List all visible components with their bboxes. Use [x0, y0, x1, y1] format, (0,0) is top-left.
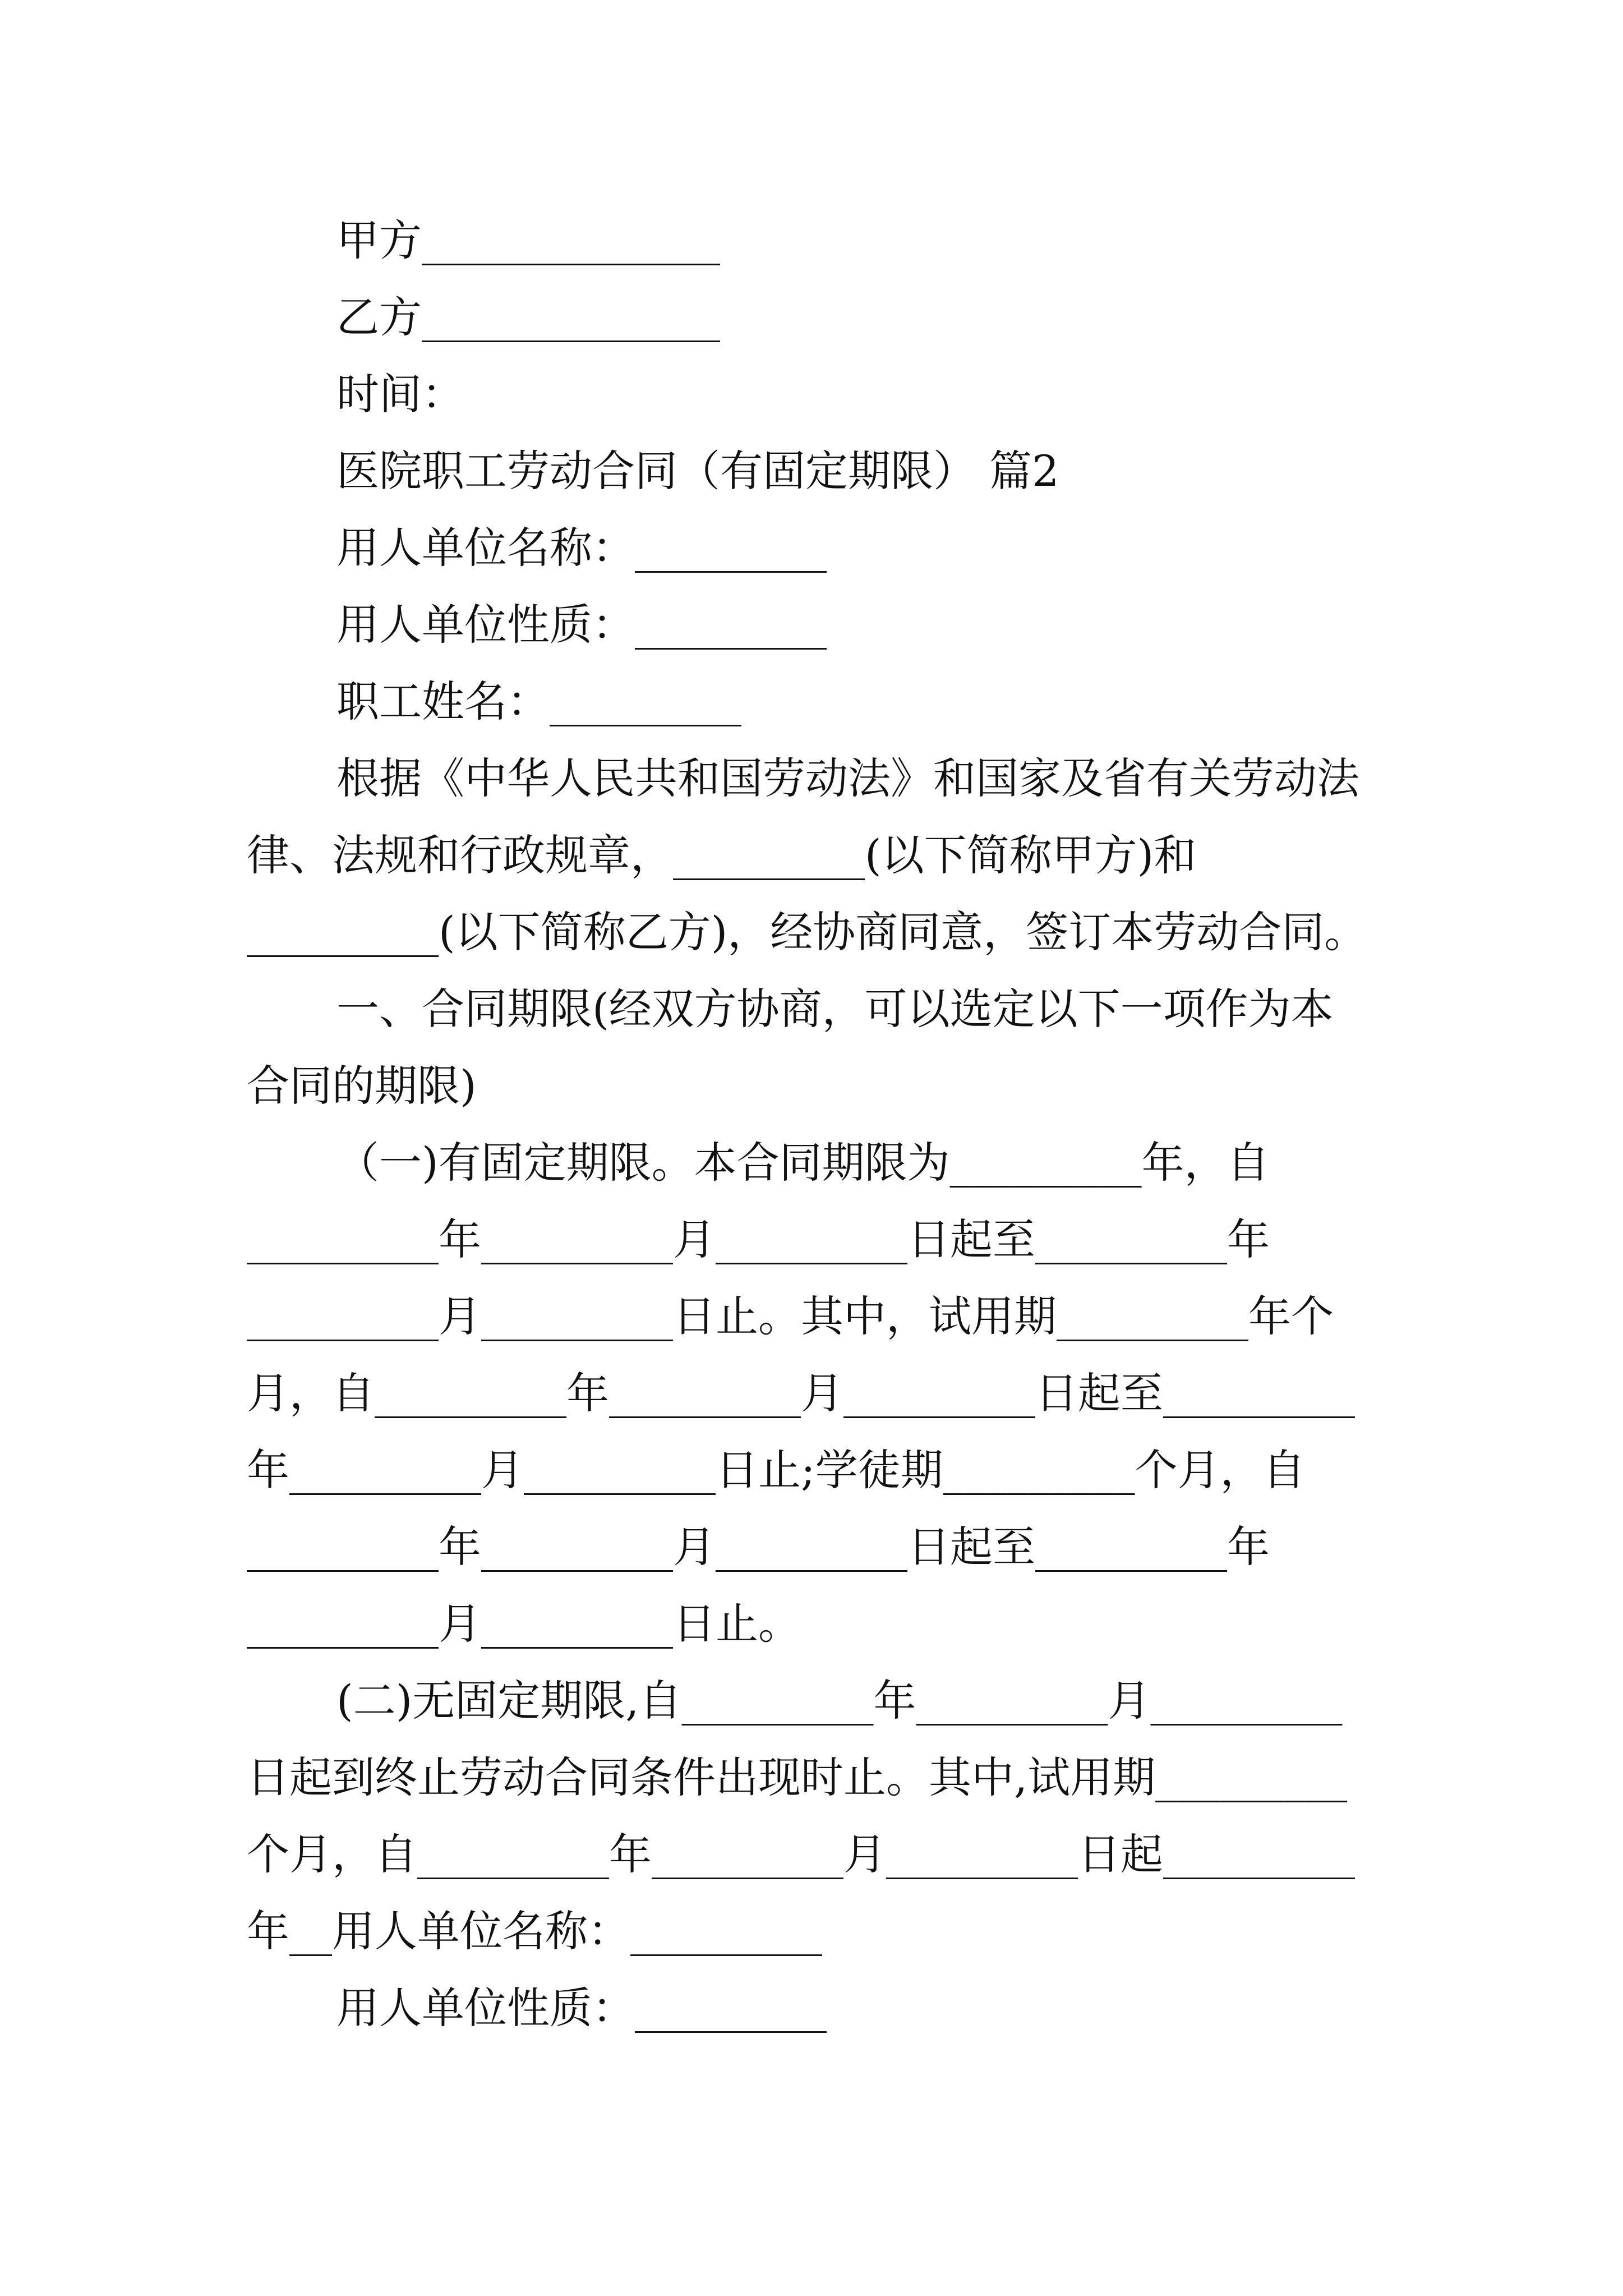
fixed-term-line-4: 月，自_________年_________月_________日起至_________: [247, 1368, 1355, 1418]
employer-type-line: 用人单位性质：_________: [336, 600, 827, 650]
preamble-line-3: _________(以下简称乙方)，经协商同意，签订本劳动合同。: [247, 907, 1367, 957]
open-term-line-4: 年__用人单位名称：_________: [247, 1906, 822, 1956]
employer-type-line-repeat: 用人单位性质：_________: [336, 1983, 827, 2033]
fixed-term-line-1: （一)有固定期限。本合同期限为_________年，自: [336, 1138, 1270, 1188]
employee-name-line: 职工姓名：_________: [336, 677, 741, 726]
fixed-term-line-5: 年_________月_________日止;学徒期_________个月，自: [247, 1445, 1306, 1495]
open-term-line-1: (二)无固定期限,自_________年_________月_________: [336, 1676, 1343, 1726]
employer-name-line: 用人单位名称：_________: [336, 523, 827, 573]
date-line: 时间：: [336, 369, 464, 419]
section-title: 医院职工劳动合同（有固定期限） 篇2: [336, 446, 1059, 496]
fixed-term-line-2: _________年_________月_________日起至_________年: [247, 1214, 1270, 1264]
document-body: [247, 202, 1391, 2046]
party-b-line: 乙方______________: [336, 292, 720, 342]
open-term-line-3: 个月，自_________年_________月_________日起_________: [247, 1829, 1355, 1879]
open-term-line-2: 日起到终止劳动合同条件出现时止。其中,试用期_________: [247, 1752, 1348, 1802]
fixed-term-line-6: _________年_________月_________日起至_________年: [247, 1522, 1270, 1572]
fixed-term-line-3: _________月_________日止。其中，试用期_________年个: [247, 1291, 1334, 1341]
preamble-line-1: 根据《中华人民共和国劳动法》和国家及省有关劳动法: [336, 753, 1359, 803]
fixed-term-line-7: _________月_________日止。: [247, 1599, 801, 1649]
clause-1-heading: 一、合同期限(经双方协商，可以选定以下一项作为本: [336, 984, 1334, 1034]
preamble-line-2: 律、法规和行政规章，_________(以下简称甲方)和: [247, 830, 1197, 880]
clause-1-heading-cont: 合同的期限): [247, 1061, 477, 1111]
party-a-line: 甲方______________: [336, 215, 720, 265]
